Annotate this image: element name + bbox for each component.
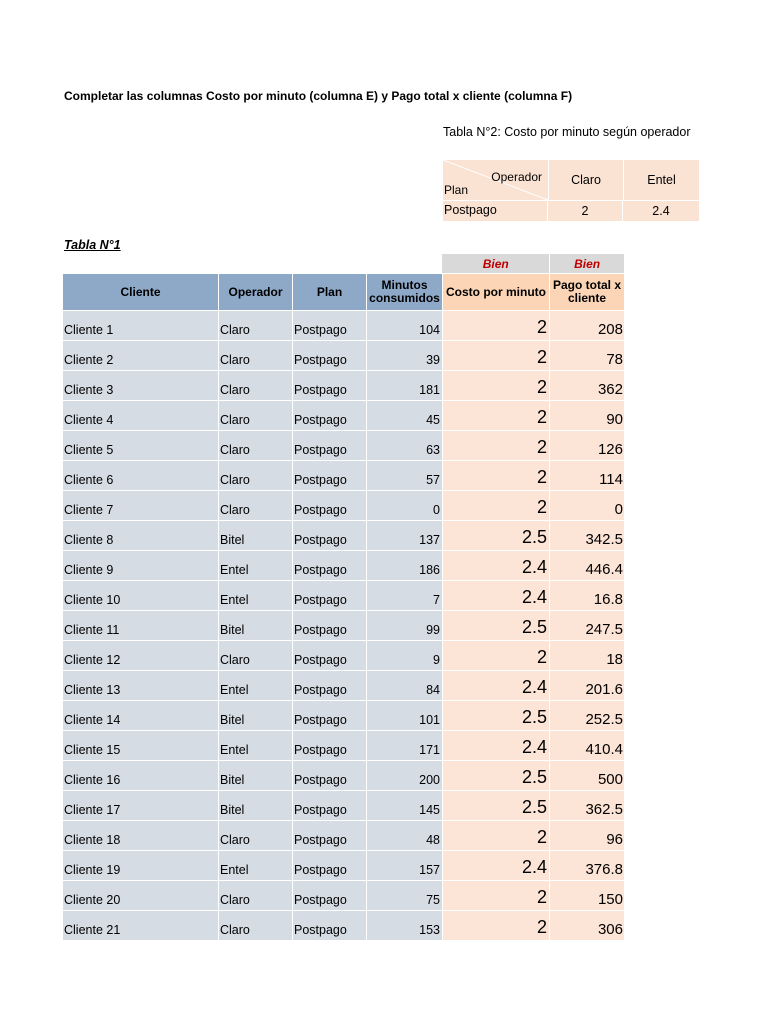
cell-minutos[interactable]: 145 <box>367 791 443 820</box>
cell-pago[interactable]: 201.6 <box>550 671 624 700</box>
cell-operador[interactable]: Entel <box>219 671 293 700</box>
cell-operador[interactable]: Claro <box>219 821 293 850</box>
corner-operador-label: Operador <box>491 170 542 184</box>
cell-pago[interactable]: 16.8 <box>550 581 624 610</box>
cell-pago[interactable]: 126 <box>550 431 624 460</box>
cell-cliente[interactable]: Cliente 9 <box>63 551 219 580</box>
cell-pago[interactable]: 78 <box>550 341 624 370</box>
table-row <box>63 340 624 370</box>
cell-cliente[interactable]: Cliente 6 <box>63 461 219 490</box>
cell-pago[interactable]: 114 <box>550 461 624 490</box>
cell-cliente[interactable]: Cliente 20 <box>63 881 219 910</box>
cell-pago[interactable]: 410.4 <box>550 731 624 760</box>
cell-cliente[interactable]: Cliente 12 <box>63 641 219 670</box>
cell-operador[interactable]: Bitel <box>219 791 293 820</box>
cell-costo[interactable]: 2 <box>443 311 550 340</box>
cell-costo[interactable]: 2.5 <box>443 761 550 790</box>
cell-operador[interactable]: Entel <box>219 581 293 610</box>
cell-minutos[interactable]: 57 <box>367 461 443 490</box>
status-spacer <box>63 254 442 273</box>
cell-costo[interactable]: 2.5 <box>443 701 550 730</box>
cell-cliente[interactable]: Cliente 4 <box>63 401 219 430</box>
table-row <box>63 910 624 940</box>
cell-plan[interactable]: Postpago <box>293 701 367 730</box>
cell-operador[interactable]: Claro <box>219 401 293 430</box>
cell-plan[interactable]: Postpago <box>293 671 367 700</box>
table1-caption: Tabla N°1 <box>64 238 121 252</box>
table-row <box>63 580 624 610</box>
cell-costo[interactable]: 2 <box>443 911 550 940</box>
cell-plan[interactable]: Postpago <box>293 791 367 820</box>
table-row <box>63 310 624 340</box>
cell-cliente[interactable]: Cliente 21 <box>63 911 219 940</box>
cell-cliente[interactable]: Cliente 15 <box>63 731 219 760</box>
cell-plan[interactable]: Postpago <box>293 911 367 940</box>
cell-pago[interactable]: 96 <box>550 821 624 850</box>
cell-cliente[interactable]: Cliente 10 <box>63 581 219 610</box>
cell-operador[interactable]: Entel <box>219 551 293 580</box>
table1 <box>63 254 624 940</box>
table2-header-row <box>443 160 699 200</box>
table-row <box>63 370 624 400</box>
table-row <box>63 880 624 910</box>
cell-cliente[interactable]: Cliente 17 <box>63 791 219 820</box>
cell-cliente[interactable]: Cliente 2 <box>63 341 219 370</box>
cell-cliente[interactable]: Cliente 3 <box>63 371 219 400</box>
cell-plan[interactable]: Postpago <box>293 881 367 910</box>
cell-costo[interactable]: 2 <box>443 401 550 430</box>
cell-plan[interactable]: Postpago <box>293 611 367 640</box>
cell-plan[interactable]: Postpago <box>293 371 367 400</box>
cell-minutos[interactable]: 99 <box>367 611 443 640</box>
cell-minutos[interactable]: 9 <box>367 641 443 670</box>
cell-cliente[interactable]: Cliente 1 <box>63 311 219 340</box>
cell-costo[interactable]: 2 <box>443 461 550 490</box>
header-minutos[interactable]: Minutos consumidos <box>367 274 443 310</box>
cell-cliente[interactable]: Cliente 5 <box>63 431 219 460</box>
cell-minutos[interactable]: 137 <box>367 521 443 550</box>
cell-plan[interactable]: Postpago <box>293 431 367 460</box>
cell-minutos[interactable]: 157 <box>367 851 443 880</box>
cell-costo[interactable]: 2 <box>443 641 550 670</box>
table2-caption: Tabla N°2: Costo por minuto según operador <box>443 125 691 139</box>
cell-minutos[interactable]: 101 <box>367 701 443 730</box>
cell-minutos[interactable]: 63 <box>367 431 443 460</box>
cell-minutos[interactable]: 186 <box>367 551 443 580</box>
cell-pago[interactable]: 362.5 <box>550 791 624 820</box>
cell-operador[interactable]: Claro <box>219 491 293 520</box>
table2-row-label[interactable]: Postpago <box>443 201 548 221</box>
cell-minutos[interactable]: 104 <box>367 311 443 340</box>
cell-minutos[interactable]: 0 <box>367 491 443 520</box>
cell-costo[interactable]: 2.4 <box>443 581 550 610</box>
table-row <box>63 460 624 490</box>
cell-minutos[interactable]: 181 <box>367 371 443 400</box>
table1-body <box>63 310 624 940</box>
cell-cliente[interactable]: Cliente 18 <box>63 821 219 850</box>
cell-operador[interactable]: Bitel <box>219 761 293 790</box>
cell-minutos[interactable]: 45 <box>367 401 443 430</box>
table-row <box>63 760 624 790</box>
cell-plan[interactable]: Postpago <box>293 401 367 430</box>
cell-operador[interactable]: Claro <box>219 341 293 370</box>
table-row <box>63 790 624 820</box>
cell-operador[interactable]: Claro <box>219 461 293 490</box>
cell-costo[interactable]: 2.5 <box>443 611 550 640</box>
table2-col-claro[interactable]: Claro <box>549 160 624 200</box>
cell-pago[interactable]: 247.5 <box>550 611 624 640</box>
status-costo-cell[interactable]: Bien <box>442 254 549 273</box>
cell-cliente[interactable]: Cliente 7 <box>63 491 219 520</box>
cell-plan[interactable]: Postpago <box>293 851 367 880</box>
cell-pago[interactable]: 18 <box>550 641 624 670</box>
cell-minutos[interactable]: 153 <box>367 911 443 940</box>
cell-costo[interactable]: 2 <box>443 491 550 520</box>
table-row <box>63 400 624 430</box>
cell-pago[interactable]: 208 <box>550 311 624 340</box>
header-cliente[interactable]: Cliente <box>63 274 219 310</box>
cell-plan[interactable]: Postpago <box>293 521 367 550</box>
table2-col-entel[interactable]: Entel <box>647 173 676 187</box>
cell-operador[interactable]: Claro <box>219 641 293 670</box>
cell-plan[interactable]: Postpago <box>293 641 367 670</box>
cell-minutos[interactable]: 84 <box>367 671 443 700</box>
cell-costo[interactable]: 2.4 <box>443 851 550 880</box>
cell-cliente[interactable]: Cliente 14 <box>63 701 219 730</box>
cell-costo[interactable]: 2 <box>443 341 550 370</box>
cell-plan[interactable]: Postpago <box>293 551 367 580</box>
cell-pago[interactable]: 90 <box>550 401 624 430</box>
header-pago[interactable]: Pago total x cliente <box>550 274 624 310</box>
cell-pago[interactable]: 500 <box>550 761 624 790</box>
cell-operador[interactable]: Bitel <box>219 611 293 640</box>
cell-pago[interactable]: 376.8 <box>550 851 624 880</box>
cell-costo[interactable]: 2 <box>443 821 550 850</box>
corner-plan-label: Plan <box>444 183 469 197</box>
cell-operador[interactable]: Entel <box>219 851 293 880</box>
cell-operador[interactable]: Claro <box>219 881 293 910</box>
cell-costo[interactable]: 2 <box>443 371 550 400</box>
cell-costo[interactable]: 2.4 <box>443 551 550 580</box>
cell-pago[interactable]: 150 <box>550 881 624 910</box>
cell-costo[interactable]: 2 <box>443 881 550 910</box>
cell-plan[interactable]: Postpago <box>293 341 367 370</box>
cell-operador[interactable]: Bitel <box>219 521 293 550</box>
cell-operador[interactable]: Claro <box>219 311 293 340</box>
cell-minutos[interactable]: 75 <box>367 881 443 910</box>
cell-costo[interactable]: 2 <box>443 431 550 460</box>
cell-costo[interactable]: 2.5 <box>443 791 550 820</box>
table-row <box>63 490 624 520</box>
cell-cliente[interactable]: Cliente 8 <box>63 521 219 550</box>
table-row <box>63 550 624 580</box>
table-row <box>63 430 624 460</box>
table2-data-row <box>443 200 699 221</box>
header-plan[interactable]: Plan <box>293 274 367 310</box>
cell-operador[interactable]: Bitel <box>219 701 293 730</box>
table-row <box>63 640 624 670</box>
table-row <box>63 700 624 730</box>
cell-cliente[interactable]: Cliente 11 <box>63 611 219 640</box>
cell-costo[interactable]: 2.5 <box>443 521 550 550</box>
table-row <box>63 820 624 850</box>
table-row <box>63 520 624 550</box>
header-costo[interactable]: Costo por minuto <box>443 274 550 310</box>
table-row <box>63 850 624 880</box>
cell-operador[interactable]: Claro <box>219 911 293 940</box>
cell-pago[interactable]: 446.4 <box>550 551 624 580</box>
status-pago-cell[interactable]: Bien <box>549 254 624 273</box>
cell-plan[interactable]: Postpago <box>293 581 367 610</box>
table1-header-row <box>63 274 624 310</box>
cell-pago[interactable]: 362 <box>550 371 624 400</box>
cell-costo[interactable]: 2.4 <box>443 731 550 760</box>
cell-operador[interactable]: Entel <box>219 731 293 760</box>
table2 <box>443 160 699 221</box>
cell-costo[interactable]: 2.4 <box>443 671 550 700</box>
cell-cliente[interactable]: Cliente 19 <box>63 851 219 880</box>
cell-operador[interactable]: Claro <box>219 371 293 400</box>
cell-cliente[interactable]: Cliente 16 <box>63 761 219 790</box>
cell-plan[interactable]: Postpago <box>293 821 367 850</box>
cell-minutos[interactable]: 48 <box>367 821 443 850</box>
cell-plan[interactable]: Postpago <box>293 461 367 490</box>
cell-pago[interactable]: 342.5 <box>550 521 624 550</box>
cell-plan[interactable]: Postpago <box>293 491 367 520</box>
instructions-text: Completar las columnas Costo por minuto (columna E) y Pago total x cliente (columna F) <box>64 89 573 103</box>
cell-minutos[interactable]: 7 <box>367 581 443 610</box>
table-row <box>63 670 624 700</box>
cell-pago[interactable]: 306 <box>550 911 624 940</box>
cell-pago[interactable]: 0 <box>550 491 624 520</box>
table-row <box>63 610 624 640</box>
cell-cliente[interactable]: Cliente 13 <box>63 671 219 700</box>
table2-cell-entel[interactable]: 2.4 <box>652 204 670 218</box>
cell-minutos[interactable]: 200 <box>367 761 443 790</box>
table2-corner-cell[interactable] <box>443 160 549 200</box>
cell-operador[interactable]: Claro <box>219 431 293 460</box>
header-operador[interactable]: Operador <box>219 274 293 310</box>
table2-cell-claro[interactable]: 2 <box>548 201 623 221</box>
status-row <box>63 254 624 273</box>
cell-plan[interactable]: Postpago <box>293 761 367 790</box>
cell-plan[interactable]: Postpago <box>293 731 367 760</box>
table-row <box>63 730 624 760</box>
cell-plan[interactable]: Postpago <box>293 311 367 340</box>
cell-minutos[interactable]: 171 <box>367 731 443 760</box>
cell-minutos[interactable]: 39 <box>367 341 443 370</box>
cell-pago[interactable]: 252.5 <box>550 701 624 730</box>
